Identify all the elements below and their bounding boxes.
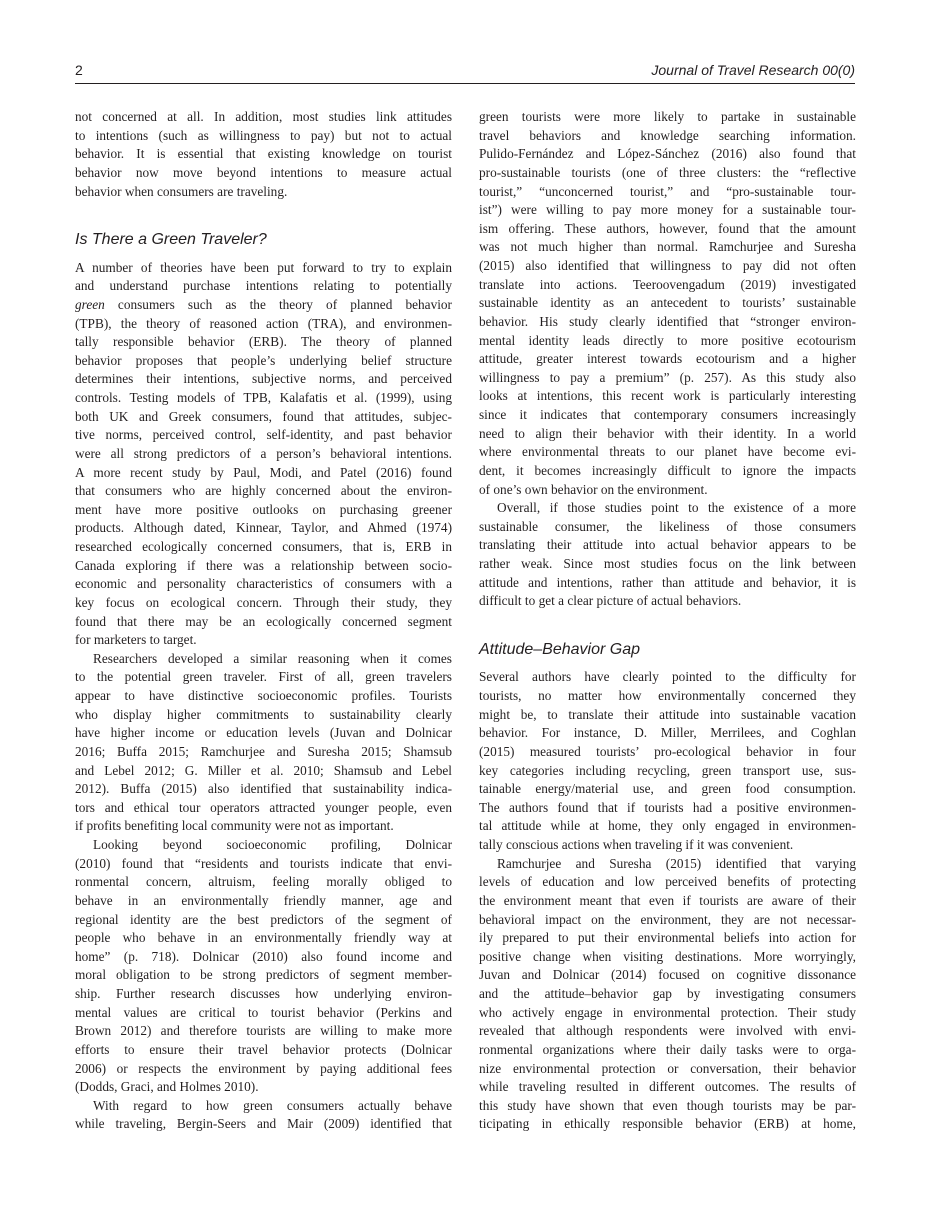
text-line: sustainable consumer, the likeliness of those consumers — [479, 518, 856, 534]
text-line: nize environmental protection or conversation, their behavior — [479, 1060, 856, 1076]
text-line: 2012). Buffa (2015) also identified that sustainability indica- — [75, 781, 452, 797]
text-line: (Dodds, Graci, and Holmes 2010). — [75, 1079, 259, 1095]
section-heading: Is There a Green Traveler? — [75, 231, 267, 249]
text-line: Juvan and Dolnicar (2014) focused on cognitive dissonance — [479, 967, 856, 983]
text-line: translating their attitude into actual behavior appears to be — [479, 537, 856, 553]
text-line: A number of theories have been put forward to try to explain — [75, 259, 452, 275]
text-line: With regard to how green consumers actually behave — [93, 1097, 452, 1113]
paragraph — [75, 1097, 452, 1134]
text-line: behavior. For instance, D. Miller, Merrilees, and Coghlan — [479, 725, 856, 741]
text-line: to intentions (such as willingness to pay) but not to actual — [75, 127, 452, 143]
text-line: behavior when consumers are traveling. — [75, 183, 288, 199]
left-column — [75, 108, 452, 1134]
text-line: products. Although dated, Kinnear, Taylor, and Ahmed (1974) — [75, 520, 452, 536]
text-line: A more recent study by Paul, Modi, and Patel (2016) found — [75, 464, 452, 480]
paragraph — [479, 499, 856, 611]
text-line: were all strong predictors of a person’s behavioral intentions. — [75, 445, 452, 461]
paragraph — [75, 836, 452, 1097]
paragraph — [479, 855, 856, 1134]
text-line: The authors found that if tourists had a positive environmen- — [479, 799, 856, 815]
text-line: appear to have distinctive socioeconomic profiles. Tourists — [75, 688, 452, 703]
text-line: looks at intentions, this recent work is particularly interesting — [479, 388, 856, 404]
text-line: (2010) found that “residents and tourists indicate that envi- — [75, 855, 452, 871]
text-line: efforts to ensure their travel behavior protects (Dolnicar — [75, 1041, 452, 1057]
text-line: (2015) also identified that willingness to pay did not often — [479, 258, 856, 273]
text-span: consumers such as the theory of planned behavior — [104, 296, 452, 312]
text-line: ticipating in ethically responsible behavior (ERB) at home, — [479, 1116, 856, 1132]
page-number: 2 — [75, 62, 83, 78]
text-line: the environment meant that even if tourists are aware of their — [479, 892, 856, 908]
text-line: behavioral impact on the environment, they are not necessar- — [479, 911, 856, 927]
text-line: of one’s own behavior on the environment. — [479, 481, 708, 497]
text-line: and the attitude–behavior gap by investigating consumers — [479, 986, 856, 1001]
text-line: need to align their behavior with their identity. In a world — [479, 425, 856, 441]
text-line: Researchers developed a similar reasoning when it comes — [93, 650, 452, 666]
text-line: who actively engage in environmental protection. Their study — [479, 1004, 856, 1020]
paragraph — [75, 108, 452, 201]
text-line: pro-sustainable tourists (one of three clusters: the “reflective — [479, 164, 856, 180]
text-line: while traveling resulted in different outcomes. The results of — [479, 1079, 856, 1095]
text-line: sustainable identity as an antecedent to tourists’ sustainable — [479, 295, 856, 311]
text-line: levels of education and low perceived benefits of protecting — [479, 874, 856, 890]
text-line: attitude, greater interest towards ecotourism and a higher — [479, 351, 856, 367]
text-line: home” (p. 718). Dolnicar (2010) also found income and — [75, 948, 452, 964]
text-line: tainable energy/material use, and green food consumption. — [479, 781, 856, 797]
text-line: ism offering. These authors, however, found that the amount — [479, 220, 856, 236]
text-line: tive norms, perceived control, self-identity, and past behavior — [75, 427, 452, 443]
text-line: revealed that although respondents were involved with envi- — [479, 1023, 856, 1039]
text-line: tourist,” “unconcerned tourist,” and “pro-sustainable tour- — [479, 183, 856, 199]
text-line: rather weak. Since most studies focus on the link between — [479, 556, 856, 571]
text-line — [75, 296, 452, 315]
text-line: Canada exploring if there was a relationship between socio- — [75, 557, 452, 573]
text-line: willingness to pay a premium” (p. 257). As this study also — [479, 369, 856, 385]
text-line: that consumers who are highly concerned about the environ- — [75, 483, 452, 499]
text-line: tally conscious actions when traveling if it was convenient. — [479, 837, 794, 852]
text-line: not concerned at all. In addition, most studies link attitudes — [75, 109, 452, 124]
text-line: found that there may be an ecologically concerned segment — [75, 613, 452, 629]
text-line: behave in an environmentally friendly manner, age and — [75, 892, 452, 908]
text-line: Looking beyond socioeconomic profiling, Dolnicar — [93, 837, 452, 852]
text-line: people who behave in an environmentally friendly way at — [75, 930, 452, 946]
text-line: tors and ethical tour operators attracted younger people, even — [75, 799, 452, 815]
text-line: ronmental organizations where their daily tasks were to orga- — [479, 1041, 856, 1057]
text-line: tal attitude while at home, they only engaged in environmen- — [479, 818, 856, 834]
text-line: dent, it becomes increasingly difficult to ignore the impacts — [479, 462, 856, 478]
text-line: ronmental concern, altruism, feeling morally obliged to — [75, 874, 452, 890]
text-line: determines their intentions, subjective norms, and perceived — [75, 371, 452, 387]
text-line: translate into actions. Teeroovengadum (2019) investigated — [479, 276, 856, 292]
text-line: key focus on ecological concern. Through their study, they — [75, 594, 452, 610]
text-line: Ramchurjee and Suresha (2015) identified that varying — [497, 855, 856, 871]
text-line: (TPB), the theory of reasoned action (TRA), and environmen- — [75, 315, 452, 331]
text-line: attitude and intentions, rather than attitude and behavior, it is — [479, 574, 856, 590]
text-line: Overall, if those studies point to the existence of a more — [497, 500, 856, 516]
text-line: Several authors have clearly pointed to the difficulty for — [479, 669, 856, 685]
text-line: mental values are critical to tourist behavior (Perkins and — [75, 1004, 452, 1020]
text-line: if profits benefiting local community were not as important. — [75, 818, 394, 834]
right-column — [479, 108, 856, 1134]
text-line: tourists, no matter how environmentally concerned they — [479, 688, 856, 703]
text-line: 2016; Buffa 2015; Ramchurjee and Suresha 2015; Shamsub — [75, 743, 452, 759]
header-rule — [75, 83, 855, 84]
text-line: (2015) measured tourists’ pro-ecological behavior in four — [479, 743, 856, 759]
text-line: was not much higher than normal. Ramchurjee and Suresha — [479, 239, 856, 255]
italic-term: green — [75, 296, 105, 312]
text-line: and understand purchase intentions relating to potentially — [75, 278, 452, 294]
text-line: green tourists were more likely to partake in sustainable — [479, 109, 856, 124]
paragraph — [75, 650, 452, 836]
text-line: difficult to get a clear picture of actual behaviors. — [479, 593, 742, 609]
text-line: both UK and Greek consumers, found that attitudes, subjec- — [75, 408, 452, 424]
text-line: key categories including recycling, green transport use, sus- — [479, 762, 856, 778]
text-line: Pulido-Fernández and López-Sánchez (2016) also found that — [479, 146, 856, 162]
text-line: ment have more positive outlooks on purchasing greener — [75, 501, 452, 517]
text-line: for marketers to target. — [75, 632, 197, 648]
paragraph — [75, 259, 452, 650]
text-line: behavior now move beyond intentions to measure actual — [75, 164, 452, 180]
text-line: have higher income or education levels (Juvan and Dolnicar — [75, 725, 452, 741]
text-line: this study have shown that even though tourists may be par- — [479, 1097, 856, 1113]
text-line: ship. Further research discusses how underlying environ- — [75, 986, 452, 1001]
text-line: 2006) or respects the environment by paying additional fees — [75, 1060, 452, 1076]
text-line: ist”) were willing to pay more money for a sustainable tour- — [479, 202, 856, 218]
text-line: economic and personality characteristics of consumers with a — [75, 576, 452, 592]
text-line: mental identity leads directly to more positive ecotourism — [479, 332, 856, 348]
paragraph — [479, 668, 856, 854]
section-heading: Attitude–Behavior Gap — [479, 640, 640, 658]
text-line: ily prepared to put their environmental beliefs into action for — [479, 930, 856, 946]
paragraph — [479, 108, 856, 499]
text-line: where environmental threats to our planet have become evi- — [479, 444, 856, 460]
text-line: travel behaviors and knowledge searching information. — [479, 127, 856, 143]
text-line: since it indicates that contemporary consumers increasingly — [479, 407, 856, 422]
journal-title: Journal of Travel Research 00(0) — [651, 62, 855, 78]
text-line: behavior proposes that people’s underlying belief structure — [75, 352, 452, 368]
text-line: behavior. It is essential that existing knowledge on tourist — [75, 146, 452, 162]
text-line: Brown 2012) and therefore tourists are willing to make more — [75, 1023, 452, 1039]
text-line: while traveling, Bergin-Seers and Mair (2009) identified that — [75, 1116, 452, 1132]
text-line: tally responsible behavior (ERB). The theory of planned — [75, 334, 452, 350]
text-line: behavior. His study clearly identified that “stronger environ- — [479, 313, 856, 329]
text-line: to the potential green traveler. First of all, green travelers — [75, 669, 452, 685]
text-line: might be, to translate their attitude into sustainable vacation — [479, 706, 856, 722]
text-line: who display higher commitments to sustainability clearly — [75, 706, 452, 722]
text-line: researched ecologically concerned consumers, that is, ERB in — [75, 539, 452, 554]
text-line: controls. Testing models of TPB, Kalafatis et al. (1999), using — [75, 390, 452, 405]
text-line: and Lebel 2012; G. Miller et al. 2010; Shamsub and Lebel — [75, 762, 452, 778]
text-line: regional identity are the best predictors of the segment of — [75, 911, 452, 927]
text-line: moral obligation to be strong predictors of segment member- — [75, 967, 452, 983]
text-line: positive change when visiting destinations. More worryingly, — [479, 948, 856, 964]
